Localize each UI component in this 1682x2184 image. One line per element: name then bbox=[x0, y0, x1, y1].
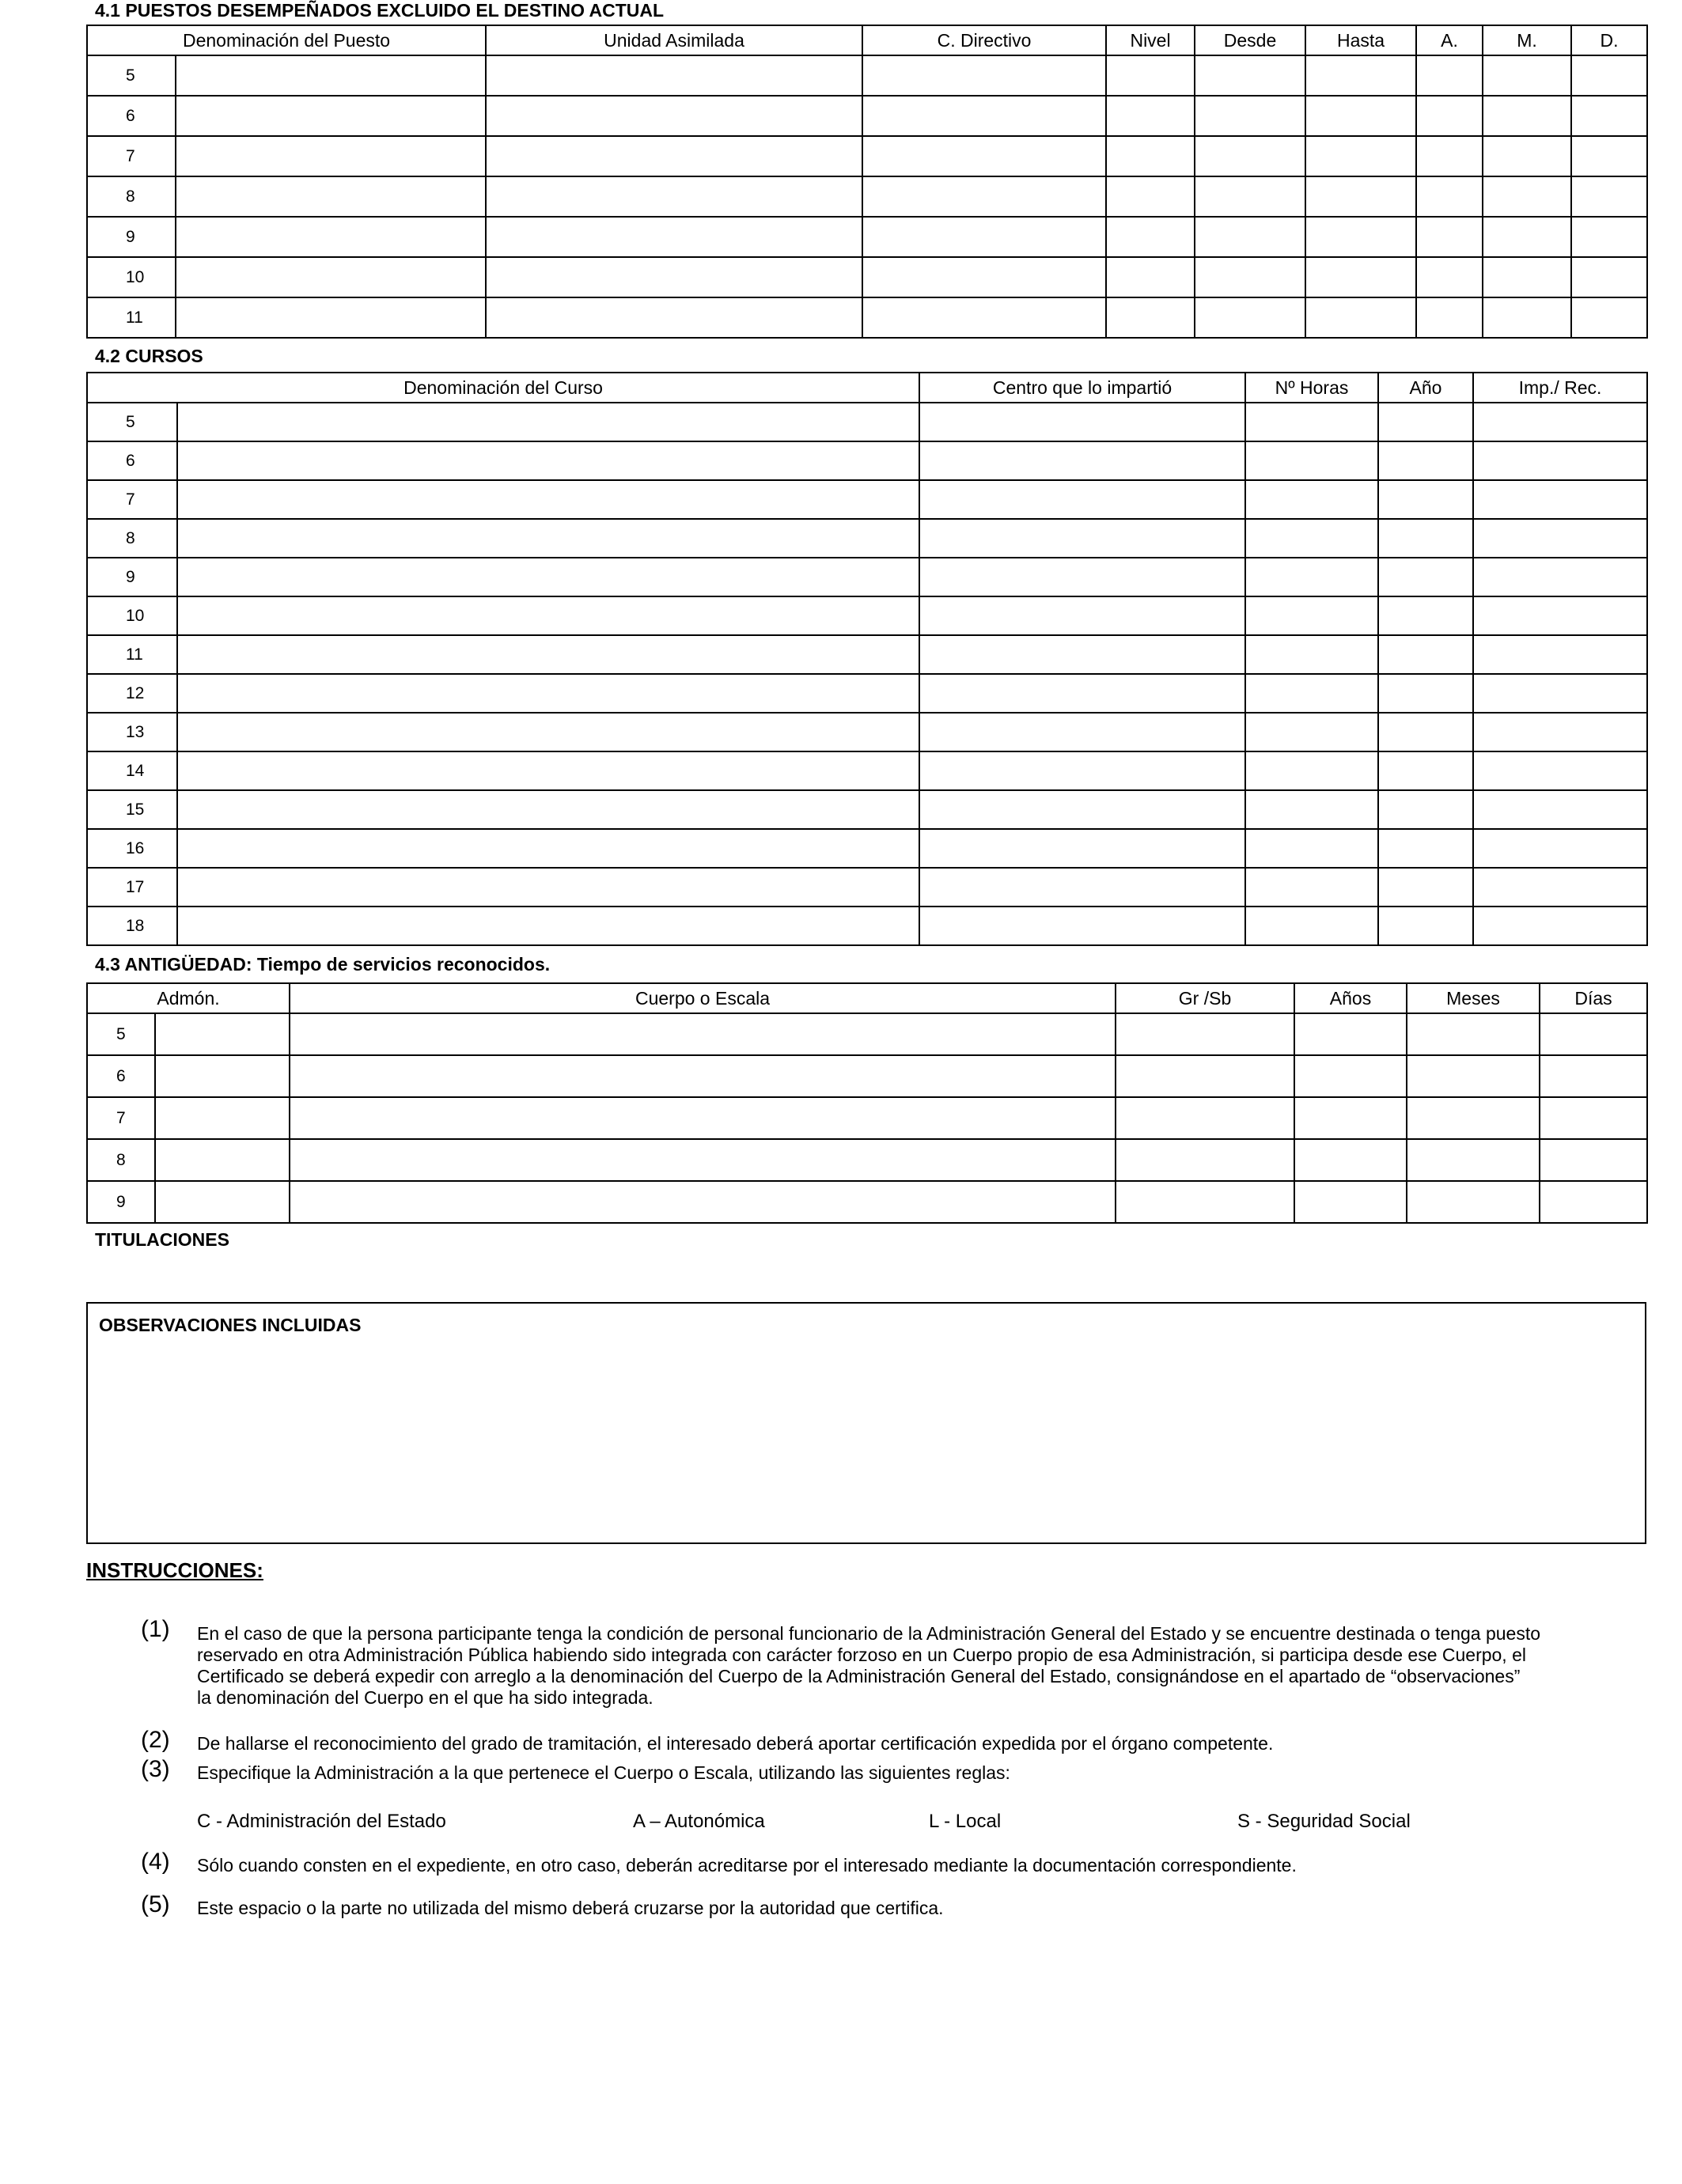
table-cell[interactable] bbox=[1571, 96, 1647, 136]
table-cell[interactable] bbox=[1473, 790, 1647, 829]
table-cell[interactable] bbox=[177, 635, 919, 674]
table-cell[interactable] bbox=[1245, 674, 1378, 713]
table-cell[interactable] bbox=[1305, 257, 1416, 297]
table-cell[interactable] bbox=[1407, 1097, 1540, 1139]
table-cell[interactable] bbox=[1195, 176, 1305, 217]
instrucciones-title: INSTRUCCIONES: bbox=[86, 1558, 263, 1582]
table-row bbox=[87, 1181, 1647, 1223]
table-cell[interactable] bbox=[1540, 1181, 1647, 1223]
table-cell[interactable] bbox=[1378, 790, 1473, 829]
table-cell[interactable] bbox=[1571, 176, 1647, 217]
table-cell[interactable] bbox=[1378, 519, 1473, 558]
antiguedad-table bbox=[86, 982, 1648, 1224]
observaciones-box bbox=[86, 1302, 1646, 1544]
row-number: 6 bbox=[87, 441, 177, 480]
row-number: 13 bbox=[87, 713, 177, 751]
header-anios: A. bbox=[1416, 25, 1483, 55]
table-cell[interactable] bbox=[1245, 713, 1378, 751]
instruccion-2-text: De hallarse el reconocimiento del grado de tramitación, el interesado deberá aportar certificación expedida por el órgano competente. bbox=[197, 1733, 1274, 1754]
row-number: 11 bbox=[87, 635, 177, 674]
instruccion-3-number: (3) bbox=[141, 1756, 170, 1782]
section-4-2-title: 4.2 CURSOS bbox=[95, 346, 203, 366]
table-cell[interactable] bbox=[1195, 96, 1305, 136]
row-number: 6 bbox=[87, 1055, 155, 1097]
row-number: 14 bbox=[87, 751, 177, 790]
table-cell[interactable] bbox=[1378, 403, 1473, 441]
instruccion-4-text: Sólo cuando consten en el expediente, en otro caso, deberán acreditarse por el interesado mediante la documentación correspondiente. bbox=[197, 1855, 1297, 1876]
table-cell[interactable] bbox=[1483, 176, 1571, 217]
table-cell[interactable] bbox=[1407, 1181, 1540, 1223]
table-cell[interactable] bbox=[177, 558, 919, 596]
row-number: 16 bbox=[87, 829, 177, 868]
table-cell[interactable] bbox=[1245, 829, 1378, 868]
table-cell[interactable] bbox=[176, 96, 486, 136]
table-row bbox=[87, 790, 1647, 829]
regla-estado: C - Administración del Estado bbox=[197, 1811, 446, 1832]
table-row bbox=[87, 829, 1647, 868]
table-row bbox=[87, 217, 1647, 257]
table-row bbox=[87, 1139, 1647, 1181]
table-cell[interactable] bbox=[1416, 55, 1483, 96]
table-cell[interactable] bbox=[486, 297, 862, 338]
table-cell[interactable] bbox=[176, 217, 486, 257]
table-cell[interactable] bbox=[1245, 480, 1378, 519]
table-cell[interactable] bbox=[1473, 751, 1647, 790]
table-row bbox=[87, 713, 1647, 751]
table-cell[interactable] bbox=[862, 257, 1106, 297]
table-cell[interactable] bbox=[486, 55, 862, 96]
table-cell[interactable] bbox=[486, 217, 862, 257]
table-cell[interactable] bbox=[1245, 790, 1378, 829]
table-cell[interactable] bbox=[1378, 635, 1473, 674]
table-cell[interactable] bbox=[1106, 297, 1195, 338]
table-cell[interactable] bbox=[486, 136, 862, 176]
header-gr-sb: Gr /Sb bbox=[1116, 983, 1294, 1013]
table-cell[interactable] bbox=[290, 1013, 1116, 1055]
table-cell[interactable] bbox=[1245, 558, 1378, 596]
table-cell[interactable] bbox=[1245, 519, 1378, 558]
table-cell[interactable] bbox=[486, 257, 862, 297]
table-row bbox=[87, 558, 1647, 596]
table-cell[interactable] bbox=[1305, 96, 1416, 136]
table-cell[interactable] bbox=[290, 1097, 1116, 1139]
table-row bbox=[87, 519, 1647, 558]
row-number: 5 bbox=[87, 403, 177, 441]
table-cell[interactable] bbox=[1483, 136, 1571, 176]
row-number: 7 bbox=[87, 1097, 155, 1139]
table-cell[interactable] bbox=[290, 1181, 1116, 1223]
table-cell[interactable] bbox=[177, 751, 919, 790]
table-cell[interactable] bbox=[1106, 55, 1195, 96]
row-number: 12 bbox=[87, 674, 177, 713]
table-cell[interactable] bbox=[862, 217, 1106, 257]
table-cell[interactable] bbox=[1305, 217, 1416, 257]
table-cell[interactable] bbox=[1245, 751, 1378, 790]
table-cell[interactable] bbox=[1473, 829, 1647, 868]
table-row bbox=[87, 257, 1647, 297]
table-cell[interactable] bbox=[486, 96, 862, 136]
table-cell[interactable] bbox=[1245, 441, 1378, 480]
table-cell[interactable] bbox=[919, 519, 1245, 558]
table-cell[interactable] bbox=[290, 1139, 1116, 1181]
table-cell[interactable] bbox=[177, 868, 919, 907]
table-cell[interactable] bbox=[862, 96, 1106, 136]
table-cell[interactable] bbox=[1245, 596, 1378, 635]
table-cell[interactable] bbox=[1195, 217, 1305, 257]
table-row bbox=[87, 868, 1647, 907]
table-row bbox=[87, 441, 1647, 480]
table-cell[interactable] bbox=[1116, 1013, 1294, 1055]
row-number: 8 bbox=[87, 519, 177, 558]
row-number: 5 bbox=[87, 55, 176, 96]
table-cell[interactable] bbox=[1473, 441, 1647, 480]
section-4-3-title: 4.3 ANTIGÜEDAD: Tiempo de servicios reconocidos. bbox=[95, 954, 551, 975]
table-cell[interactable] bbox=[1416, 217, 1483, 257]
row-number: 18 bbox=[87, 907, 177, 945]
table-cell[interactable] bbox=[176, 136, 486, 176]
header-anios: Años bbox=[1294, 983, 1407, 1013]
header-cuerpo-escala: Cuerpo o Escala bbox=[290, 983, 1116, 1013]
table-cell[interactable] bbox=[1106, 136, 1195, 176]
table-cell[interactable] bbox=[1294, 1097, 1407, 1139]
table-cell[interactable] bbox=[919, 790, 1245, 829]
row-number: 7 bbox=[87, 480, 177, 519]
header-admon: Admón. bbox=[87, 983, 290, 1013]
table-cell[interactable] bbox=[155, 1139, 290, 1181]
table-cell[interactable] bbox=[1416, 297, 1483, 338]
table-cell[interactable] bbox=[1571, 257, 1647, 297]
table-cell[interactable] bbox=[1473, 519, 1647, 558]
table-cell[interactable] bbox=[1571, 136, 1647, 176]
table-cell[interactable] bbox=[1378, 829, 1473, 868]
table-cell[interactable] bbox=[177, 480, 919, 519]
table-cell[interactable] bbox=[1416, 96, 1483, 136]
instruccion-5-text: Este espacio o la parte no utilizada del mismo deberá cruzarse por la autoridad que certifica. bbox=[197, 1898, 944, 1918]
table-cell[interactable] bbox=[1116, 1097, 1294, 1139]
table-cell[interactable] bbox=[1416, 257, 1483, 297]
header-anio: Año bbox=[1378, 373, 1473, 403]
instruccion-1-text bbox=[197, 1623, 1669, 1709]
table-cell[interactable] bbox=[176, 176, 486, 217]
table-cell[interactable] bbox=[1378, 558, 1473, 596]
table-cell[interactable] bbox=[486, 176, 862, 217]
table-cell[interactable] bbox=[1106, 257, 1195, 297]
table-cell[interactable] bbox=[1540, 1013, 1647, 1055]
table-cell[interactable] bbox=[1378, 907, 1473, 945]
row-number: 9 bbox=[87, 558, 177, 596]
table-cell[interactable] bbox=[1106, 96, 1195, 136]
header-meses: M. bbox=[1483, 25, 1571, 55]
table-cell[interactable] bbox=[1407, 1139, 1540, 1181]
table-row bbox=[87, 136, 1647, 176]
table-cell[interactable] bbox=[862, 136, 1106, 176]
table-cell[interactable] bbox=[177, 790, 919, 829]
table-cell[interactable] bbox=[919, 713, 1245, 751]
header-desde: Desde bbox=[1195, 25, 1305, 55]
table-cell[interactable] bbox=[177, 403, 919, 441]
table-cell[interactable] bbox=[155, 1097, 290, 1139]
table-cell[interactable] bbox=[1416, 136, 1483, 176]
table-cell[interactable] bbox=[1378, 751, 1473, 790]
table-cell[interactable] bbox=[1378, 674, 1473, 713]
instruccion-4-number: (4) bbox=[141, 1849, 170, 1875]
table-cell[interactable] bbox=[1483, 96, 1571, 136]
table-cell[interactable] bbox=[1294, 1055, 1407, 1097]
row-number: 8 bbox=[87, 1139, 155, 1181]
table-cell[interactable] bbox=[177, 596, 919, 635]
header-centro: Centro que lo impartió bbox=[919, 373, 1245, 403]
table-cell[interactable] bbox=[1116, 1139, 1294, 1181]
table-cell[interactable] bbox=[919, 596, 1245, 635]
table-cell[interactable] bbox=[1473, 596, 1647, 635]
table-cell[interactable] bbox=[1540, 1139, 1647, 1181]
table-row bbox=[87, 297, 1647, 338]
table-cell[interactable] bbox=[919, 674, 1245, 713]
header-meses: Meses bbox=[1407, 983, 1540, 1013]
table-cell[interactable] bbox=[176, 257, 486, 297]
table-cell[interactable] bbox=[1294, 1013, 1407, 1055]
table-cell[interactable] bbox=[1378, 713, 1473, 751]
header-hasta: Hasta bbox=[1305, 25, 1416, 55]
table-cell[interactable] bbox=[155, 1181, 290, 1223]
regla-seguridad-social: S - Seguridad Social bbox=[1237, 1811, 1411, 1832]
table-row bbox=[87, 1013, 1647, 1055]
table-cell[interactable] bbox=[1245, 868, 1378, 907]
table-cell[interactable] bbox=[290, 1055, 1116, 1097]
table-cell[interactable] bbox=[1571, 55, 1647, 96]
table-cell[interactable] bbox=[1305, 55, 1416, 96]
table-cell[interactable] bbox=[177, 674, 919, 713]
table-cell[interactable] bbox=[1106, 217, 1195, 257]
table-cell[interactable] bbox=[1305, 297, 1416, 338]
table-cell[interactable] bbox=[1195, 297, 1305, 338]
table-cell[interactable] bbox=[919, 441, 1245, 480]
antiguedad-header-row bbox=[87, 983, 1647, 1013]
table-cell[interactable] bbox=[177, 519, 919, 558]
row-number: 7 bbox=[87, 136, 176, 176]
table-row bbox=[87, 751, 1647, 790]
table-cell[interactable] bbox=[1305, 136, 1416, 176]
table-cell[interactable] bbox=[1473, 403, 1647, 441]
table-cell[interactable] bbox=[1473, 480, 1647, 519]
row-number: 5 bbox=[87, 1013, 155, 1055]
table-cell[interactable] bbox=[155, 1055, 290, 1097]
header-c-directivo: C. Directivo bbox=[862, 25, 1106, 55]
table-cell[interactable] bbox=[1378, 596, 1473, 635]
table-cell[interactable] bbox=[1571, 297, 1647, 338]
table-row bbox=[87, 176, 1647, 217]
header-unidad-asimilada: Unidad Asimilada bbox=[486, 25, 862, 55]
table-cell[interactable] bbox=[1378, 480, 1473, 519]
regla-local: L - Local bbox=[929, 1811, 1002, 1832]
row-number: 6 bbox=[87, 96, 176, 136]
table-cell[interactable] bbox=[1245, 403, 1378, 441]
table-cell[interactable] bbox=[1294, 1181, 1407, 1223]
table-cell[interactable] bbox=[862, 55, 1106, 96]
header-denominacion-curso: Denominación del Curso bbox=[87, 373, 919, 403]
titulaciones-title: TITULACIONES bbox=[95, 1229, 229, 1250]
table-cell[interactable] bbox=[1245, 907, 1378, 945]
table-cell[interactable] bbox=[177, 907, 919, 945]
table-cell[interactable] bbox=[1540, 1055, 1647, 1097]
table-cell[interactable] bbox=[919, 635, 1245, 674]
puestos-header-row bbox=[87, 25, 1647, 55]
header-dias: D. bbox=[1571, 25, 1647, 55]
table-cell[interactable] bbox=[1245, 635, 1378, 674]
table-row bbox=[87, 674, 1647, 713]
table-cell[interactable] bbox=[919, 868, 1245, 907]
table-row bbox=[87, 1097, 1647, 1139]
table-cell[interactable] bbox=[1483, 55, 1571, 96]
table-cell[interactable] bbox=[177, 829, 919, 868]
row-number: 10 bbox=[87, 257, 176, 297]
regla-autonomica: A – Autonómica bbox=[633, 1811, 765, 1832]
table-cell[interactable] bbox=[177, 713, 919, 751]
table-cell[interactable] bbox=[1378, 868, 1473, 907]
table-row bbox=[87, 55, 1647, 96]
table-row bbox=[87, 1055, 1647, 1097]
table-cell[interactable] bbox=[1305, 176, 1416, 217]
cursos-header-row bbox=[87, 373, 1647, 403]
table-cell[interactable] bbox=[1407, 1055, 1540, 1097]
table-cell[interactable] bbox=[1195, 55, 1305, 96]
instruccion-1-line: la denominación del Cuerpo en el que ha sido integrada. bbox=[197, 1687, 653, 1708]
table-cell[interactable] bbox=[1483, 217, 1571, 257]
table-cell[interactable] bbox=[919, 829, 1245, 868]
table-cell[interactable] bbox=[1473, 635, 1647, 674]
row-number: 9 bbox=[87, 1181, 155, 1223]
row-number: 9 bbox=[87, 217, 176, 257]
table-row bbox=[87, 480, 1647, 519]
table-cell[interactable] bbox=[1106, 176, 1195, 217]
table-cell[interactable] bbox=[1483, 257, 1571, 297]
table-cell[interactable] bbox=[1116, 1181, 1294, 1223]
table-cell[interactable] bbox=[919, 907, 1245, 945]
instruccion-3-text: Especifique la Administración a la que pertenece el Cuerpo o Escala, utilizando las siguientes reglas: bbox=[197, 1762, 1010, 1783]
instruccion-2-number: (2) bbox=[141, 1727, 170, 1753]
table-cell[interactable] bbox=[919, 403, 1245, 441]
row-number: 8 bbox=[87, 176, 176, 217]
table-cell[interactable] bbox=[1483, 297, 1571, 338]
header-horas: Nº Horas bbox=[1245, 373, 1378, 403]
table-row bbox=[87, 907, 1647, 945]
row-number: 10 bbox=[87, 596, 177, 635]
row-number: 15 bbox=[87, 790, 177, 829]
cursos-table bbox=[86, 372, 1648, 946]
instruccion-1-line: En el caso de que la persona participante tenga la condición de personal funcionario de la Administración General del Estado y se encuentre destinada o tenga puesto bbox=[197, 1623, 1541, 1644]
table-row bbox=[87, 96, 1647, 136]
instruccion-5-number: (5) bbox=[141, 1891, 170, 1917]
header-dias: Días bbox=[1540, 983, 1647, 1013]
section-4-1-title: 4.1 PUESTOS DESEMPEÑADOS EXCLUIDO EL DESTINO ACTUAL bbox=[95, 0, 665, 21]
table-cell[interactable] bbox=[862, 297, 1106, 338]
table-cell[interactable] bbox=[1473, 558, 1647, 596]
table-cell[interactable] bbox=[176, 55, 486, 96]
row-number: 11 bbox=[87, 297, 176, 338]
header-imp-rec: Imp./ Rec. bbox=[1473, 373, 1647, 403]
table-row bbox=[87, 635, 1647, 674]
header-denominacion-puesto: Denominación del Puesto bbox=[87, 25, 486, 55]
table-row bbox=[87, 596, 1647, 635]
table-cell[interactable] bbox=[862, 176, 1106, 217]
table-cell[interactable] bbox=[1407, 1013, 1540, 1055]
table-row bbox=[87, 403, 1647, 441]
table-cell[interactable] bbox=[919, 480, 1245, 519]
table-cell[interactable] bbox=[155, 1013, 290, 1055]
table-cell[interactable] bbox=[1195, 136, 1305, 176]
observaciones-title: OBSERVACIONES INCLUIDAS bbox=[99, 1315, 362, 1335]
instruccion-1-line: reservado en otra Administración Pública habiendo sido integrada con carácter forzoso en un Cuerpo propio de esa Administración, si participa desde ese Cuerpo, el bbox=[197, 1645, 1526, 1665]
table-cell[interactable] bbox=[1378, 441, 1473, 480]
puestos-table bbox=[86, 25, 1648, 339]
instruccion-1-number: (1) bbox=[141, 1616, 170, 1642]
table-cell[interactable] bbox=[1195, 257, 1305, 297]
header-nivel: Nivel bbox=[1106, 25, 1195, 55]
table-cell[interactable] bbox=[1294, 1139, 1407, 1181]
table-cell[interactable] bbox=[1473, 907, 1647, 945]
table-cell[interactable] bbox=[919, 558, 1245, 596]
row-number: 17 bbox=[87, 868, 177, 907]
table-cell[interactable] bbox=[1116, 1055, 1294, 1097]
table-cell[interactable] bbox=[1473, 674, 1647, 713]
table-cell[interactable] bbox=[1540, 1097, 1647, 1139]
table-cell[interactable] bbox=[1473, 868, 1647, 907]
table-cell[interactable] bbox=[177, 441, 919, 480]
table-cell[interactable] bbox=[1416, 176, 1483, 217]
table-cell[interactable] bbox=[1473, 713, 1647, 751]
instruccion-1-line: Certificado se deberá expedir con arreglo a la denominación del Cuerpo de la Administración General del Estado, consignándose en el apartado de “observaciones” bbox=[197, 1666, 1521, 1686]
table-cell[interactable] bbox=[919, 751, 1245, 790]
table-cell[interactable] bbox=[1571, 217, 1647, 257]
table-cell[interactable] bbox=[176, 297, 486, 338]
